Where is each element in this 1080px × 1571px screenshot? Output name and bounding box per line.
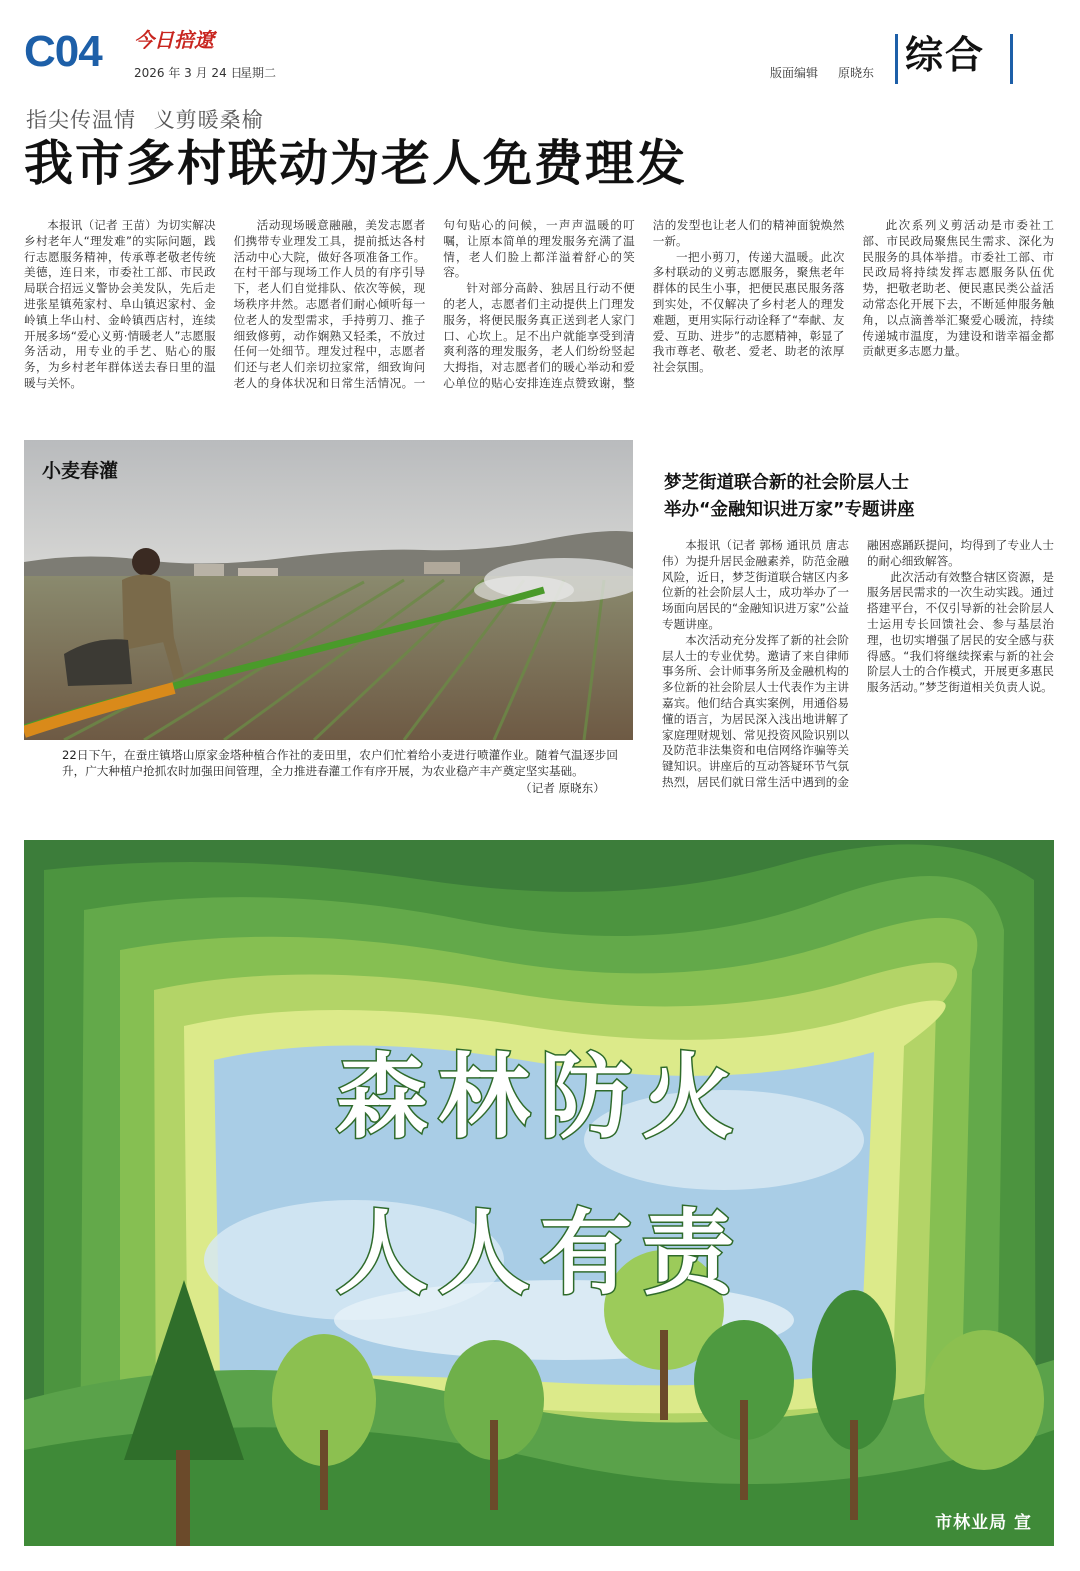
editor-name: 原晓东 [838,66,875,80]
story2-paragraph: 此次活动有效整合辖区资源，是服务居民需求的一次生动实践。通过搭建平台，不仅引导新的社会阶层人士运用专长回馈社会、参与基层治理，也切实增强了居民的安全感与获得感。“我们将继续探索与新的社会阶层人士的合作模式，开展更多惠民服务活动。”梦芝街道相关负责人说。 [867,569,1054,695]
kicker-part-2: 义剪暖桑榆 [153,108,264,132]
weekday: 星期二 [240,66,277,80]
forest-fire-prevention-ad [24,840,1054,1546]
photo-caption: 22日下午，在蚕庄镇塔山原家金塔种植合作社的麦田里，农户们忙着给小麦进行喷灌作业。随着气温逐步回升，广大种植户抢抓农时加强田间管理，全力推进春灌工作有序开展，为农业稳产丰产奠定坚实基础。 [62,748,618,778]
ad-slogan-line-1: 森林防火 [335,1044,744,1151]
section-name: 综合 [905,33,986,77]
page-number: C04 [24,27,102,76]
lead-paragraph: 一把小剪刀，传递大温暖。此次多村联动的义剪志愿服务，聚焦老年群体的民生小事，把便民惠民服务落到实处，不仅解决了乡村老人的理发难题，更用实际行动诠释了“奉献、友爱、互助、进步”的志愿精神，彰显了我市尊老、敬老、爱老、助老的浓厚社会氛围。 [652,249,845,375]
publication-date: 2026 年 3 月 24 日 [134,66,243,80]
story2-headline [664,470,1054,524]
lead-body [24,218,1054,406]
lead-paragraph: 此次系列义剪活动是市委社工部、市民政局聚焦民生需求、深化为民服务的具体举措。市委社工部、市民政局将持续发挥志愿服务队伍优势，把敬老助老、便民惠民类公益活动常态化开展下去，不断延伸服务触角，以点滴善举汇聚爱心暖流，持续传递城市温度，为建设和谐幸福金都贡献更多志愿力量。 [862,218,1054,359]
lead-kicker [26,104,274,134]
paper-logo: 今日掊遼 [134,28,214,52]
news-photo [24,440,633,740]
papercut-forest-illustration [24,840,1054,1546]
wheat-irrigation-photo [24,440,633,740]
story2-body [662,538,1054,810]
story2-paragraph: 本次活动充分发挥了新的社会阶层人士的专业优势。邀请了来自律师事务所、会计师事务所及金融机构的多位新的社会阶层人士代表作为主讲嘉宾。他们结合真实案例，用通俗易懂的语言，为居民深入浅出地讲解了家庭理财规划、常见投资风险识别以及防范非法集资和电信网络诈骗等关键知识。讲座后的互动答疑环节气氛热烈，居民们就日常生活中遇到的金融困惑踊跃提问，均得到了专业人士的耐心细致解答。 [662,538,1054,789]
ad-sponsor: 市林业局 宣 [935,1513,1032,1533]
lead-paragraph: 本报讯（记者 王苗）为切实解决乡村老年人“理发难”的实际问题，践行志愿服务精神，传承尊老敬老传统美德，连日来，市委社工部、市民政局联合招远义警协会美发队，先后走进张星镇苑家村、阜山镇迟家村、金岭镇上华山村、金岭镇西店村，连续开展多场“爱心义剪·情暖老人”志愿服务活动，用专业的手艺、贴心的服务，为乡村老年群体送去春日里的温暖与关怀。 [24,218,216,390]
lead-paragraph: 针对部分高龄、独居且行动不便的老人，志愿者们主动提供上门理发服务，将便民服务真正送到老人家门口、心坎上。足不出户就能享受到清爽利落的理发服务，老人们纷纷竖起大拇指，对志愿者们的暖心举动和爱心单位的贴心安排连连点赞致谢，整洁的发型也让老人们的精神面貌焕然一新。 [443,218,845,390]
ad-slogan-line-2: 人人有责 [335,1200,744,1307]
story2-paragraph: 本报讯（记者 郭杨 通讯员 唐志伟）为提升居民金融素养，防范金融风险，近日，梦芝街道联合辖区内多位新的社会阶层人士，成功举办了一场面向居民的“金融知识进万家”公益专题讲座。 [662,538,849,631]
story2-headline-line-1: 梦芝街道联合新的社会阶层人士 [664,473,909,493]
kicker-part-1: 指尖传温情 [26,108,136,132]
photo-label: 小麦春灌 [42,460,119,482]
editor-label: 版面编辑 [770,66,819,80]
story2-headline-line-2: 举办“金融知识进万家”专题讲座 [664,500,915,520]
photo-credit: （记者 原晓东） [520,781,605,795]
lead-headline: 我市多村联动为老人免费理发 [24,135,688,192]
lead-paragraph: 活动现场暖意融融，美发志愿者们携带专业理发工具，提前抵达各村活动中心大院，做好各项准备工作。在村干部与现场工作人员的有序引导下，老人们自觉排队、依次等候，现场秩序井然。志愿者们耐心倾听每一位老人的发型需求，手持剪刀、推子细致修剪，动作娴熟又轻柔，不放过任何一处细节。理发过程中，志愿者们还与老人们亲切拉家常，细致询问老人的身体状况和日常生活情况。一句句贴心的问候，一声声温暖的叮嘱，让原本简单的理发服务充满了温情，老人们脸上都洋溢着舒心的笑容。 [233,218,635,390]
